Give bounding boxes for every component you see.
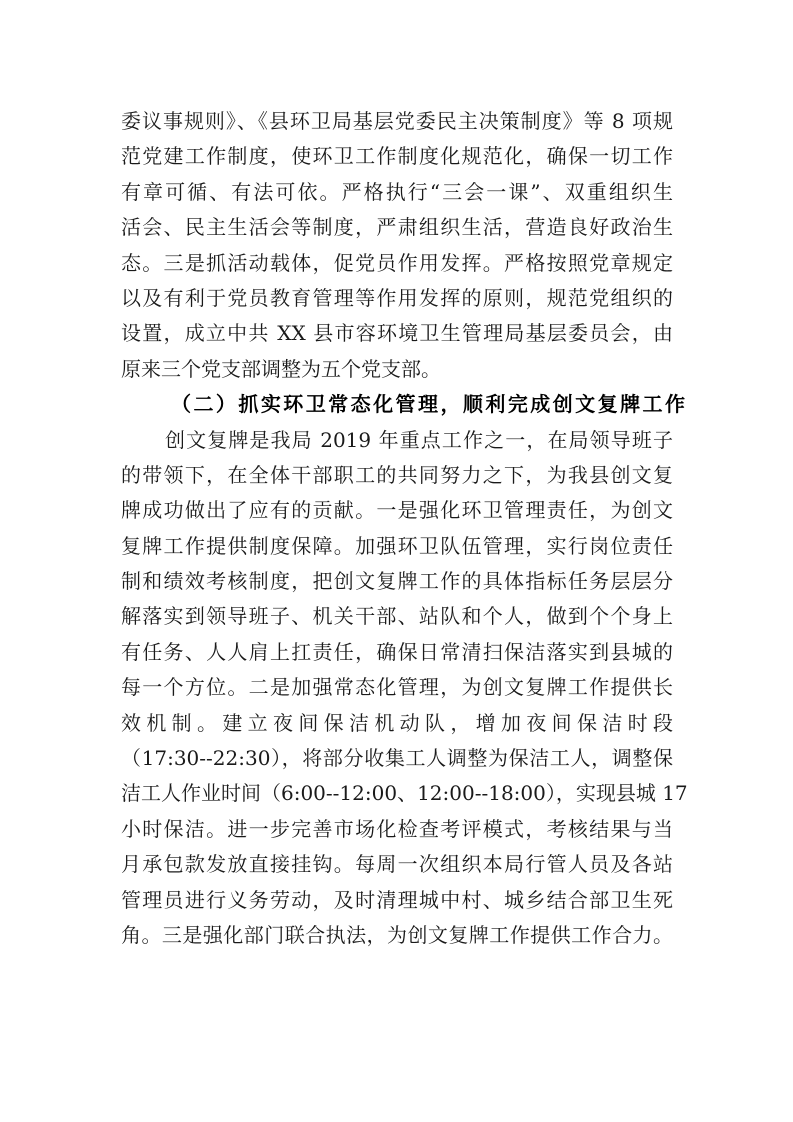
text-line: 每一个方位。二是加强常态化管理，为创文复牌工作提供长 bbox=[121, 675, 673, 700]
text-line: 解落实到领导班子、机关干部、站队和个人，做到个个身上 bbox=[121, 604, 673, 629]
text-line: 原来三个党支部调整为五个党支部。 bbox=[121, 356, 441, 381]
text-line: 牌成功做出了应有的贡献。一是强化环卫管理责任，为创文 bbox=[121, 498, 673, 523]
section-heading: （二）抓实环卫常态化管理，顺利完成创文复牌工作 bbox=[171, 392, 685, 417]
text-line: 小时保洁。进一步完善市场化检查考评模式，考核结果与当 bbox=[121, 816, 673, 841]
text-line: 复牌工作提供制度保障。加强环卫队伍管理，实行岗位责任 bbox=[121, 533, 673, 558]
text-line: 洁工人作业时间（6:00--12:00、12:00--18:00），实现县城 17 bbox=[121, 781, 688, 806]
text-line: 有任务、人人肩上扛责任，确保日常清扫保洁落实到县城的 bbox=[121, 639, 673, 664]
text-line: 创文复牌是我局 2019 年重点工作之一，在局领导班子 bbox=[165, 427, 673, 452]
text-line: 效机制。建立夜间保洁机动队，增加夜间保洁时段 bbox=[121, 710, 673, 735]
paragraph-party-building-continued bbox=[121, 104, 673, 387]
paragraph-sanitation-management bbox=[121, 423, 688, 954]
document-page bbox=[121, 104, 688, 953]
text-line: 委议事规则》、《县环卫局基层党委民主决策制度》等 8 项规 bbox=[121, 109, 673, 133]
text-line: 范党建工作制度，使环卫工作制度化规范化，确保一切工作 bbox=[121, 144, 673, 169]
text-line: 以及有利于党员教育管理等作用发挥的原则，规范党组织的 bbox=[121, 285, 673, 310]
text-line: （17:30--22:30），将部分收集工人调整为保洁工人，调整保 bbox=[121, 746, 673, 771]
text-line: 有章可循、有法可依。严格执行“三会一课”、双重组织生 bbox=[121, 179, 673, 204]
text-line: 态。三是抓活动载体，促党员作用发挥。严格按照党章规定 bbox=[121, 250, 673, 275]
text-line: 制和绩效考核制度，把创文复牌工作的具体指标任务层层分 bbox=[121, 569, 673, 594]
text-line: 管理员进行义务劳动，及时清理城中村、城乡结合部卫生死 bbox=[121, 887, 673, 912]
text-line: 的带领下，在全体干部职工的共同努力之下，为我县创文复 bbox=[121, 462, 673, 487]
text-line: 角。三是强化部门联合执法，为创文复牌工作提供工作合力。 bbox=[121, 922, 673, 947]
text-line: 活会、民主生活会等制度，严肃组织生活，营造良好政治生 bbox=[121, 215, 673, 240]
text-line: 设置，成立中共 XX 县市容环境卫生管理局基层委员会，由 bbox=[121, 321, 673, 346]
text-line: 月承包款发放直接挂钩。每周一次组织本局行管人员及各站 bbox=[121, 852, 673, 877]
